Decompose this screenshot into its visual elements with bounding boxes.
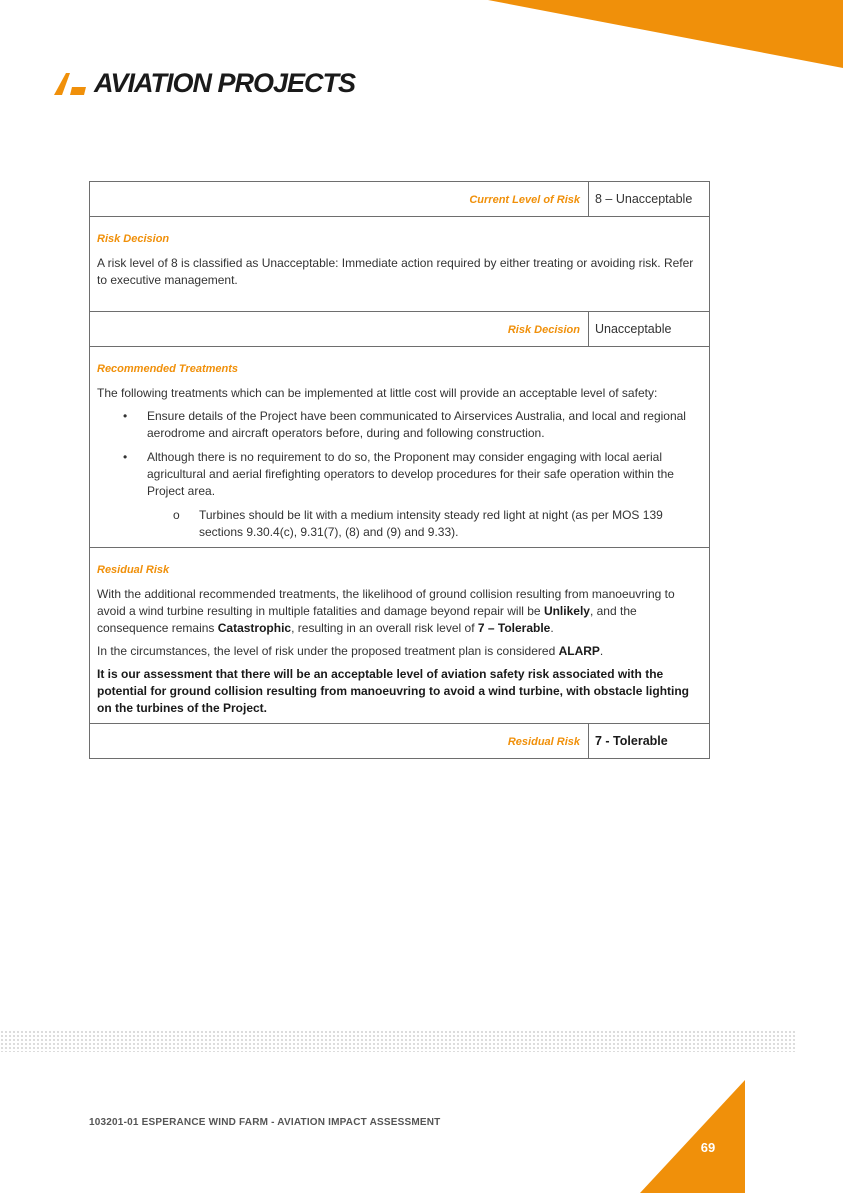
- risk-decision-heading: Risk Decision: [97, 233, 170, 245]
- residual-p1-text: , resulting in an overall risk level of: [291, 621, 478, 635]
- treatments-section: [90, 347, 710, 548]
- residual-heading: Residual Risk: [97, 564, 170, 576]
- bullet-icon: •: [123, 450, 128, 464]
- treatments-heading: Recommended Treatments: [97, 363, 239, 375]
- risk-assessment-table: [89, 181, 710, 759]
- risk-decision-value: Unacceptable: [589, 312, 710, 347]
- list-item: [97, 449, 702, 500]
- residual-risk-section: [90, 548, 710, 724]
- alarp-value: ALARP: [558, 644, 600, 658]
- current-risk-value: 8 – Unacceptable: [589, 182, 710, 217]
- current-risk-row: [90, 182, 710, 217]
- residual-p1-text: , and the consequence remains: [97, 604, 637, 635]
- dotted-divider: [0, 1030, 795, 1052]
- consequence-value: Catastrophic: [217, 621, 292, 635]
- treatment-2-sub: Turbines should be lit with a medium intensity steady red light at night (as per MOS 139 sections 9.30.4(c), 9.31(7), (8) and (9) and 9.33).: [199, 508, 663, 539]
- treatment-2: Although there is no requirement to do so, the Proponent may consider engaging with local aerial agricultural and aerial firefighting operators to develop procedures for their safe operation within the Project area.: [147, 450, 674, 498]
- risk-decision-label: Risk Decision: [507, 324, 580, 336]
- residual-risk-row: [90, 724, 710, 759]
- residual-paragraph-2: [97, 643, 702, 660]
- residual-risk-label: Residual Risk: [507, 736, 580, 748]
- overall-risk-value: 7 – Tolerable: [477, 621, 551, 635]
- bullet-icon: •: [123, 409, 128, 423]
- brand-logo: [52, 68, 355, 98]
- residual-paragraph-1: [97, 586, 702, 637]
- sub-list-item: [97, 507, 702, 541]
- residual-p2-text: In the circumstances, the level of risk under the proposed treatment plan is considered: [97, 644, 559, 658]
- residual-risk-value: 7 - Tolerable: [589, 724, 710, 759]
- page-number: 69: [700, 1140, 716, 1155]
- residual-p1-text: .: [550, 621, 554, 635]
- sub-bullet-icon: o: [173, 508, 180, 522]
- likelihood-value: Unlikely: [543, 604, 590, 618]
- residual-risk-label-cell: [90, 724, 589, 759]
- list-item: [97, 408, 702, 442]
- current-risk-label: Current Level of Risk: [469, 194, 580, 206]
- risk-decision-text: A risk level of 8 is classified as Unacceptable: Immediate action required by either treating or avoiding risk. Refer to executive management.: [97, 256, 694, 287]
- current-risk-label-cell: [90, 182, 589, 217]
- residual-p1-text: With the additional recommended treatments, the likelihood of ground collision resulting from manoeuvring to avoid a wind turbine resulting in multiple fatalities and damage beyond repair will be: [97, 587, 675, 618]
- assessment-statement: It is our assessment that there will be an acceptable level of aviation safety risk associated with the potential for ground collision resulting from manoeuvring to avoid a wind turbine, with obstacle lighting on the turbines of the Project.: [97, 667, 690, 715]
- page-corner-accent: [640, 1080, 750, 1193]
- treatment-1: Ensure details of the Project have been communicated to Airservices Australia, and local and regional aerodrome and aircraft operators before, during and following construction.: [147, 409, 686, 440]
- logo-mark-icon: [52, 69, 92, 97]
- risk-decision-section: [90, 217, 710, 312]
- brand-name: AVIATION PROJECTS: [94, 67, 356, 98]
- document-footer: 103201-01 ESPERANCE WIND FARM - AVIATION IMPACT ASSESSMENT: [89, 1117, 441, 1128]
- residual-p2-text: .: [599, 644, 604, 658]
- treatments-intro: The following treatments which can be implemented at little cost will provide an acceptable level of safety:: [97, 386, 658, 400]
- risk-decision-label-cell: [90, 312, 589, 347]
- risk-decision-row: [90, 312, 710, 347]
